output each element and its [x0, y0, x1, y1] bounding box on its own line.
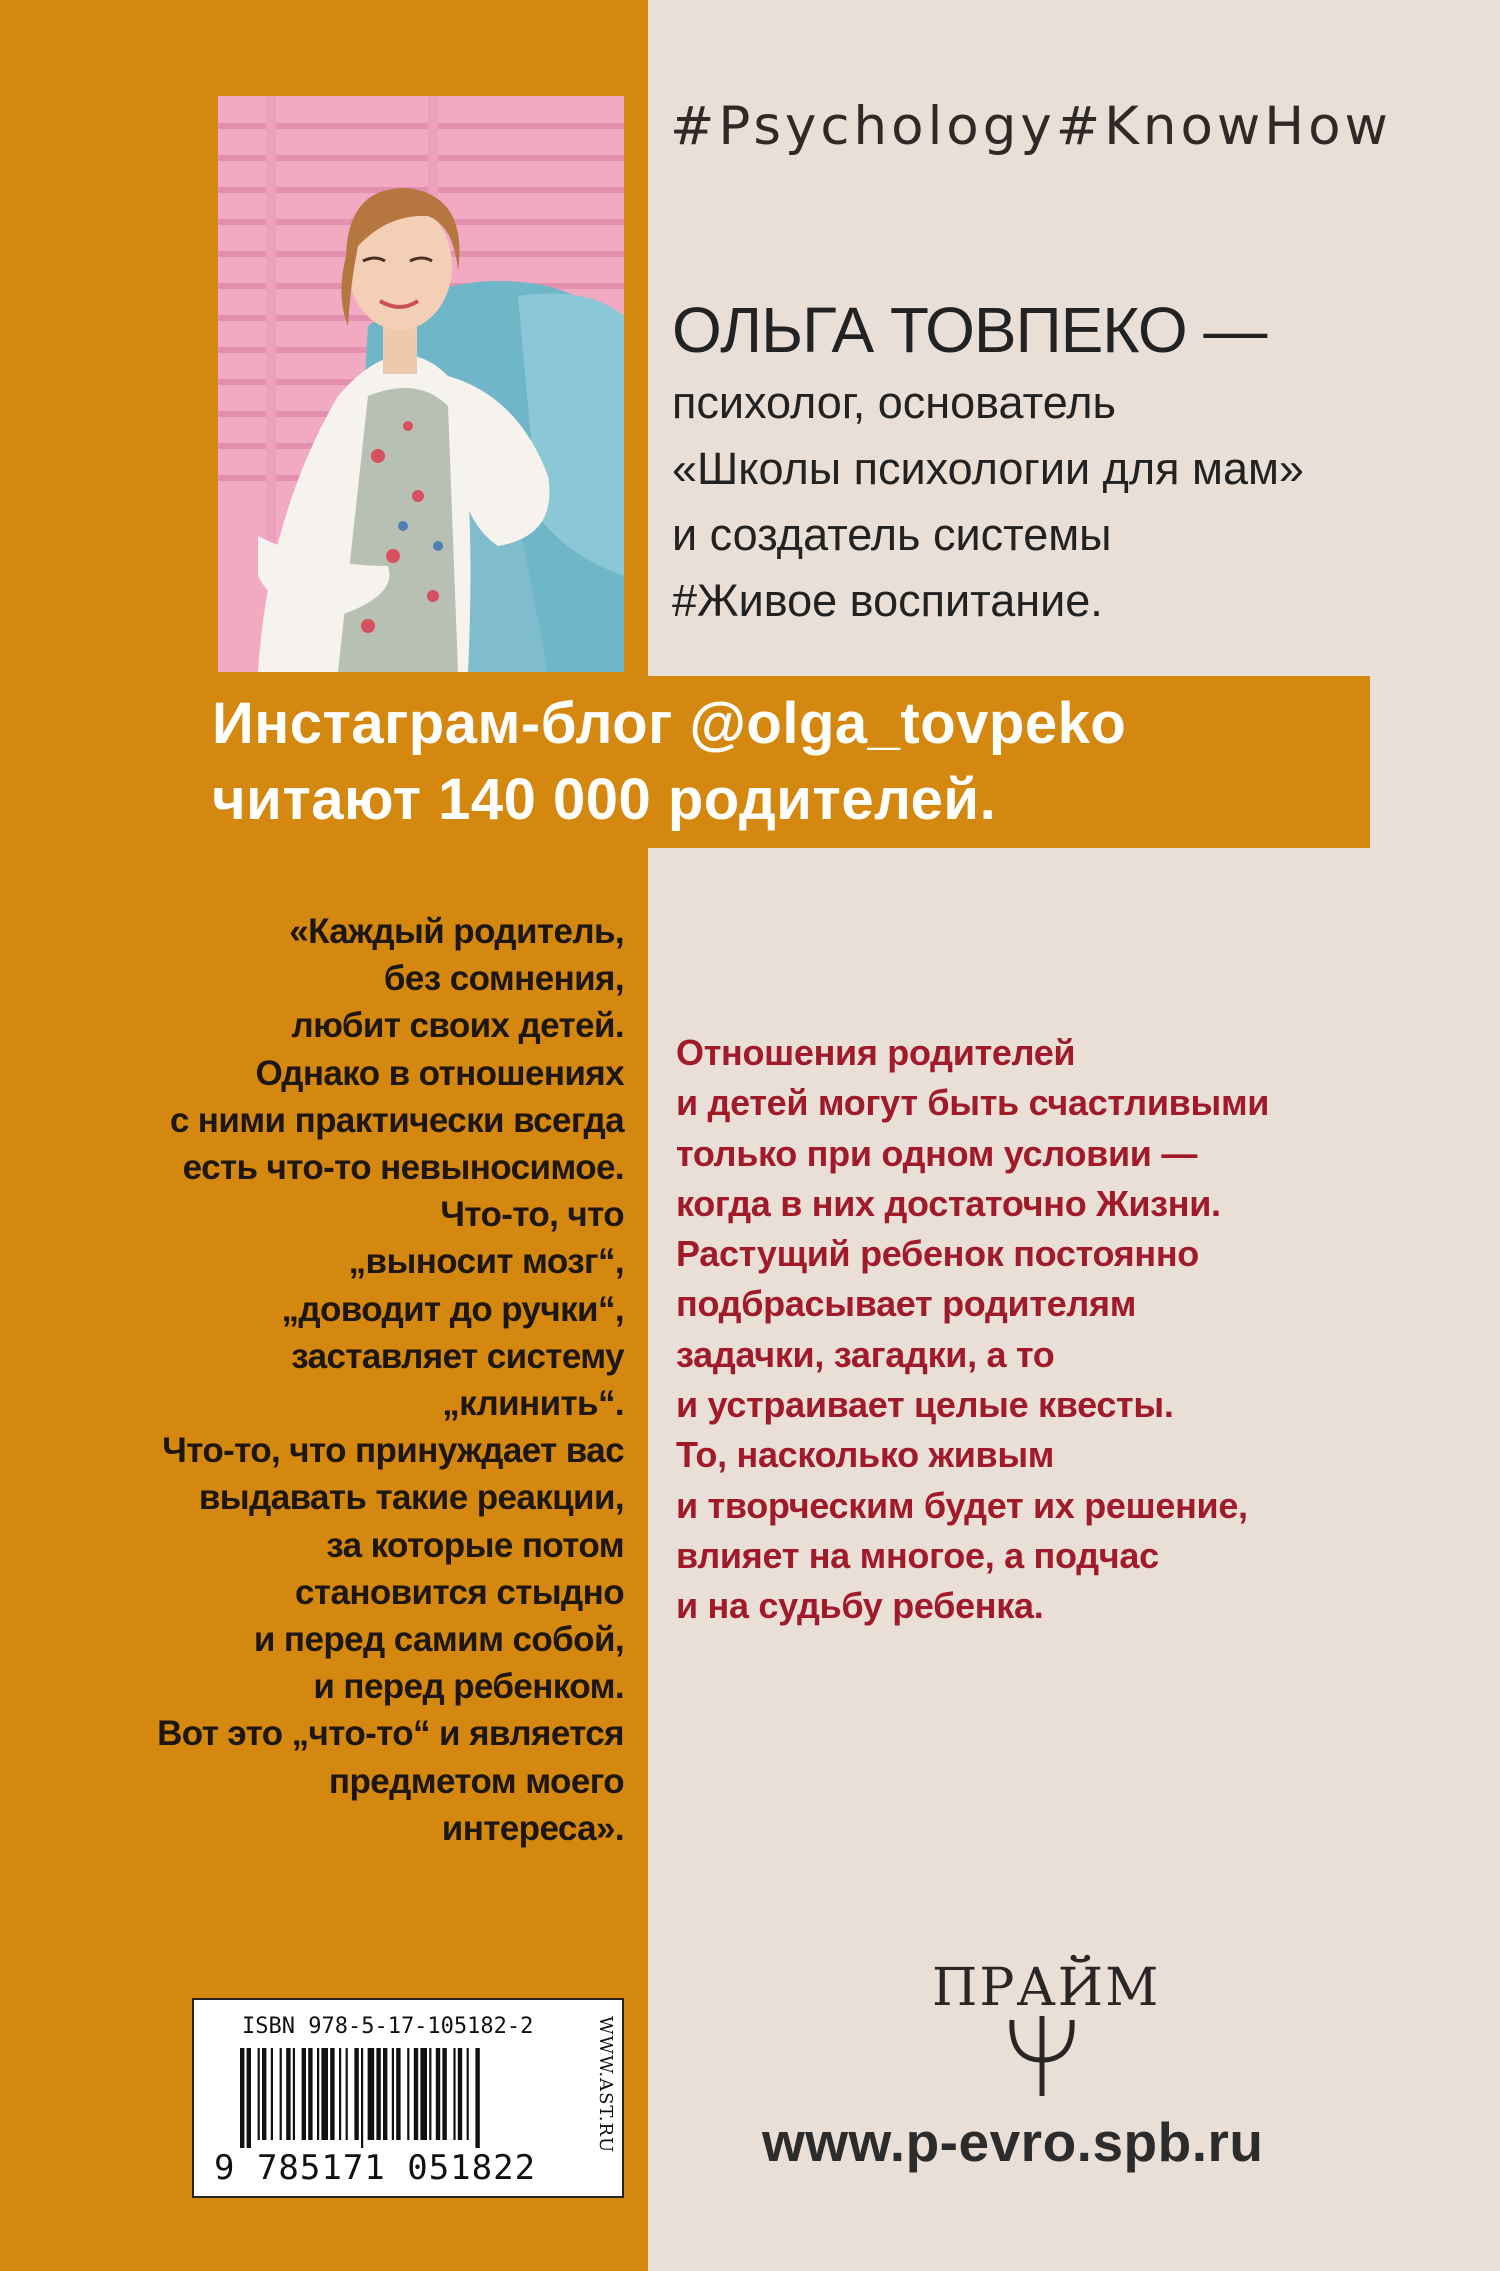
quote-line: и перед самим собой, — [253, 1620, 624, 1660]
quote-line: „клинить“. — [442, 1384, 624, 1424]
barcode-bar — [383, 2048, 387, 2140]
barcode-bar — [240, 2048, 244, 2148]
ast-site-text: WWW.AST.RU — [595, 2016, 616, 2154]
barcode-bar — [453, 2048, 455, 2140]
barcode-bar — [286, 2048, 290, 2140]
barcode-bar — [442, 2048, 446, 2140]
author-line: «Школы психологии для мам» — [672, 443, 1304, 494]
barcode-bar — [392, 2048, 394, 2140]
description-line: влияет на многое, а подчас — [676, 1534, 1159, 1576]
barcode-bar — [258, 2048, 260, 2140]
description-line: Отношения родителей — [676, 1032, 1076, 1073]
barcode-bar — [330, 2048, 334, 2140]
author-info — [672, 290, 1472, 634]
description-line: только при одном условии — — [676, 1132, 1198, 1174]
publisher-logo-block — [920, 1958, 1160, 2088]
quote-line: с ними практически всегда — [169, 1100, 624, 1140]
barcode-bar — [354, 2048, 358, 2140]
ast-site-vertical — [594, 2016, 622, 2186]
author-quote — [64, 908, 624, 1852]
instagram-line: читают 140 000 родителей. — [212, 767, 997, 832]
publisher-website: www.p-evro.spb.ru — [762, 2111, 1264, 2173]
quote-line: Что-то, что — [440, 1195, 624, 1235]
barcode-bar — [467, 2048, 469, 2140]
quote-line: „выносит мозг“, — [348, 1242, 624, 1282]
quote-line: любит своих детей. — [291, 1006, 624, 1046]
barcode-bar — [475, 2048, 479, 2148]
barcode-bar — [308, 2048, 312, 2140]
barcode-bar — [317, 2048, 319, 2140]
instagram-line: Инстаграм-блог @olga_tovpeko — [212, 691, 1127, 756]
quote-line: заставляет систему — [291, 1336, 624, 1376]
barcode-bar — [429, 2048, 431, 2140]
quote-line: предметом моего — [328, 1761, 624, 1801]
quote-line: Однако в отношениях — [255, 1053, 624, 1093]
barcode-bar — [302, 2048, 306, 2140]
barcode-bar — [414, 2048, 418, 2140]
description-line: То, насколько живым — [676, 1434, 1055, 1476]
barcode-bar — [346, 2048, 348, 2140]
barcode-bar — [407, 2048, 409, 2140]
description-line: и на судьбу ребенка. — [676, 1585, 1044, 1627]
barcode — [238, 2048, 582, 2148]
instagram-banner — [192, 676, 1370, 848]
author-line: #Живое воспитание. — [672, 575, 1103, 626]
barcode-bar — [396, 2048, 400, 2140]
barcode-bar — [368, 2048, 375, 2140]
hashtag-line: #Psychology#KnowHow — [670, 96, 1392, 157]
quote-line: и перед ребенком. — [313, 1667, 624, 1707]
description-line: задачки, загадки, а то — [676, 1333, 1055, 1375]
quote-line: есть что-то невыносимое. — [182, 1148, 624, 1188]
quote-line: «Каждый родитель, — [289, 912, 624, 951]
isbn-barcode-box — [192, 1998, 624, 2198]
quote-line: Вот это „что-то“ и является — [157, 1714, 624, 1754]
barcode-bar — [458, 2048, 462, 2140]
publisher-name: ПРАЙМ — [932, 1958, 1161, 2018]
barcode-bar — [293, 2048, 295, 2140]
quote-line: становится стыдно — [295, 1572, 624, 1612]
barcode-bar — [376, 2048, 380, 2140]
quote-line: интереса». — [441, 1808, 624, 1848]
barcode-bar — [436, 2048, 440, 2140]
barcode-bar — [420, 2048, 427, 2140]
barcode-bar — [271, 2048, 273, 2140]
quote-line: „доводит до ручки“, — [281, 1289, 624, 1329]
description-line: и детей могут быть счастливыми — [676, 1082, 1270, 1124]
quote-line: выдавать такие реакции, — [198, 1478, 624, 1518]
barcode-bar — [247, 2048, 251, 2148]
barcode-bar — [321, 2048, 328, 2140]
description-line: Растущий ребенок постоянно — [676, 1233, 1199, 1275]
description-line: когда в них достаточно Жизни. — [676, 1182, 1221, 1224]
quote-line: за которые потом — [326, 1525, 624, 1565]
description-line: и устраивает целые квесты. — [676, 1384, 1174, 1426]
barcode-bar — [339, 2048, 341, 2140]
description-line: подбрасывает родителям — [676, 1283, 1137, 1325]
author-photo — [218, 96, 624, 672]
quote-line: без сомнения, — [383, 959, 624, 999]
description-line: и творческим будет их решение, — [676, 1484, 1248, 1526]
quote-line: Что-то, что принуждает вас — [162, 1431, 624, 1471]
author-name: ОЛЬГА ТОВПЕКО — — [672, 294, 1267, 366]
barcode-bar — [262, 2048, 266, 2140]
barcode-bar — [280, 2048, 282, 2140]
author-line: и создатель системы — [672, 509, 1112, 560]
psi-icon — [1004, 2016, 1080, 2096]
isbn-digits: 9 785171 051822 — [214, 2148, 537, 2188]
isbn-label: ISBN 978-5-17-105182-2 — [242, 2014, 534, 2039]
author-line: психолог, основатель — [672, 377, 1116, 428]
book-description — [676, 1028, 1476, 1632]
barcode-bar — [361, 2048, 363, 2148]
